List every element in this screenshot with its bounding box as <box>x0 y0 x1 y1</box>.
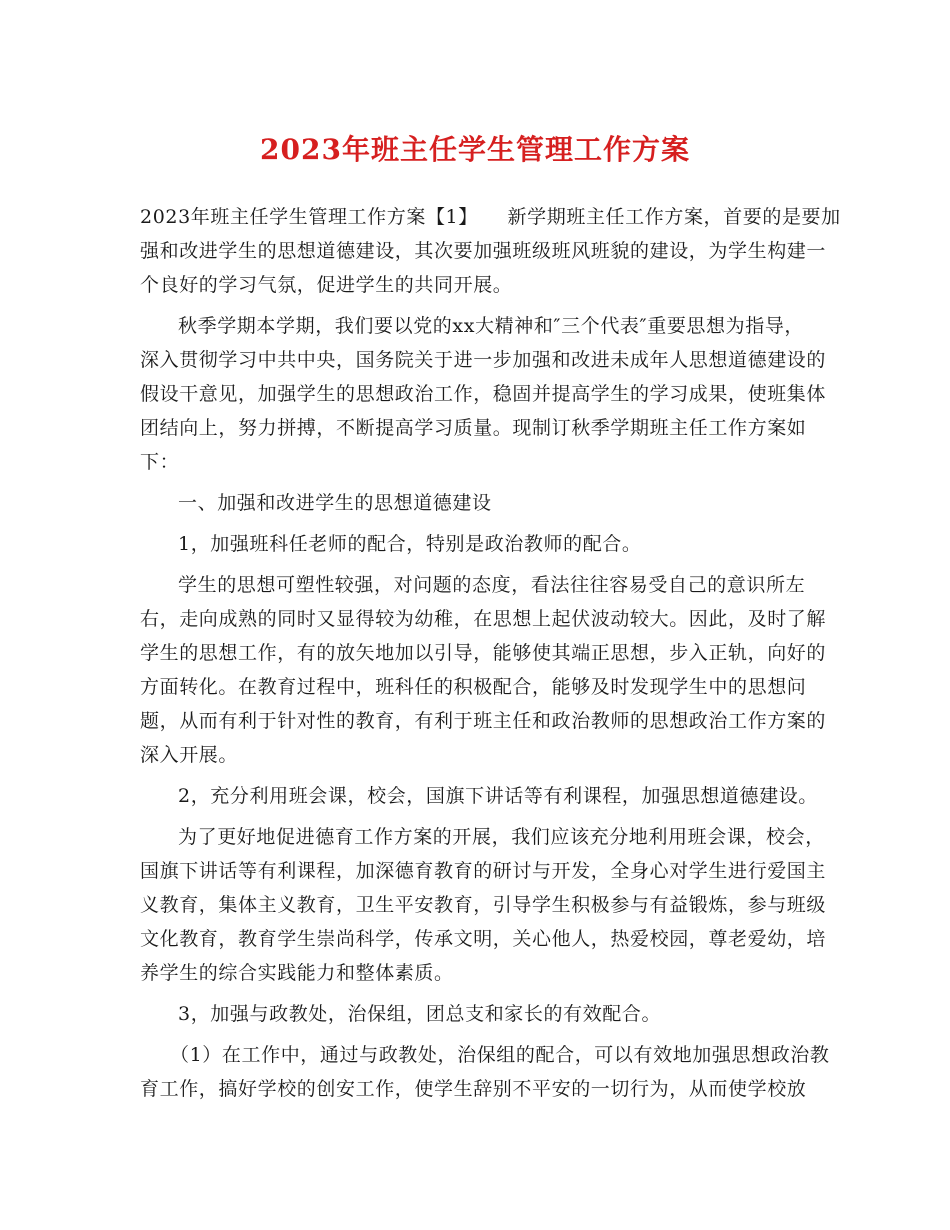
text-line: 团结向上，努力拼搏，不断提高学习质量。现制订秋季学期班主任工作方案如 <box>140 417 807 439</box>
text-line: 育工作，搞好学校的创安工作，使学生辞别不平安的一切行为，从而使学校放 <box>140 1078 807 1100</box>
text-line: 深入开展。 <box>140 744 239 766</box>
document-body <box>140 200 841 1106</box>
text-line: （1）在工作中，通过与政教处，治保组的配合，可以有效地加强思想政治教 <box>170 1044 830 1066</box>
subsection-heading: 2，充分利用班会课，校会，国旗下讲话等有利课程，加强思想道德建设。 <box>178 785 818 807</box>
text-line: 题，从而有利于针对性的教育，有利于班主任和政治教师的思想政治工作方案的 <box>140 710 827 732</box>
text-line: 学生的思想可塑性较强，对问题的态度，看法往往容易受自己的意识所左 <box>178 574 806 596</box>
text-line: 秋季学期本学期，我们要以党的xx大精神和″三个代表″重要思想为指导， <box>178 315 805 337</box>
text-line: 方面转化。在教育过程中，班科任的积极配合，能够及时发现学生中的思想问 <box>140 676 807 698</box>
text-line: 学生的思想工作，有的放矢地加以引导，能够使其端正思想，步入正轨，向好的 <box>140 642 827 664</box>
text-line: 义教育，集体主义教育，卫生平安教育，引导学生积极参与有益锻炼，参与班级 <box>140 894 827 916</box>
text-line: 假设干意见，加强学生的思想政治工作，稳固并提高学生的学习成果，使班集体 <box>140 383 827 405</box>
text-line: 深入贯彻学习中共中央，国务院关于进一步加强和改进未成年人思想道德建设的 <box>140 349 827 371</box>
section-heading: 一、加强和改进学生的思想道德建设 <box>178 492 492 514</box>
text-line: 2023年班主任学生管理工作方案【1】 新学期班主任工作方案，首要的是要加 <box>140 206 841 228</box>
text-line: 文化教育，教育学生崇尚科学，传承文明，关心他人，热爱校园，尊老爱幼，培 <box>140 928 827 950</box>
document-title: 2023年班主任学生管理工作方案 <box>260 133 690 166</box>
subsection-heading: 1，加强班科任老师的配合，特别是政治教师的配合。 <box>178 533 642 555</box>
text-line: 个良好的学习气氛，促进学生的共同开展。 <box>140 274 513 296</box>
text-line: 右，走向成熟的同时又显得较为幼稚，在思想上起伏波动较大。因此，及时了解 <box>140 608 827 630</box>
text-line: 养学生的综合实践能力和整体素质。 <box>140 962 454 984</box>
text-line: 为了更好地促进德育工作方案的开展，我们应该充分地利用班会课，校会， <box>178 826 825 848</box>
text-line: 强和改进学生的思想道德建设，其次要加强班级班风班貌的建设，为学生构建一 <box>140 240 827 262</box>
text-line: 国旗下讲话等有利课程，加深德育教育的研讨与开发，全身心对学生进行爱国主 <box>140 860 827 882</box>
text-line: 下： <box>140 451 180 473</box>
subsection-heading: 3，加强与政教处，治保组，团总支和家长的有效配合。 <box>178 1003 662 1025</box>
